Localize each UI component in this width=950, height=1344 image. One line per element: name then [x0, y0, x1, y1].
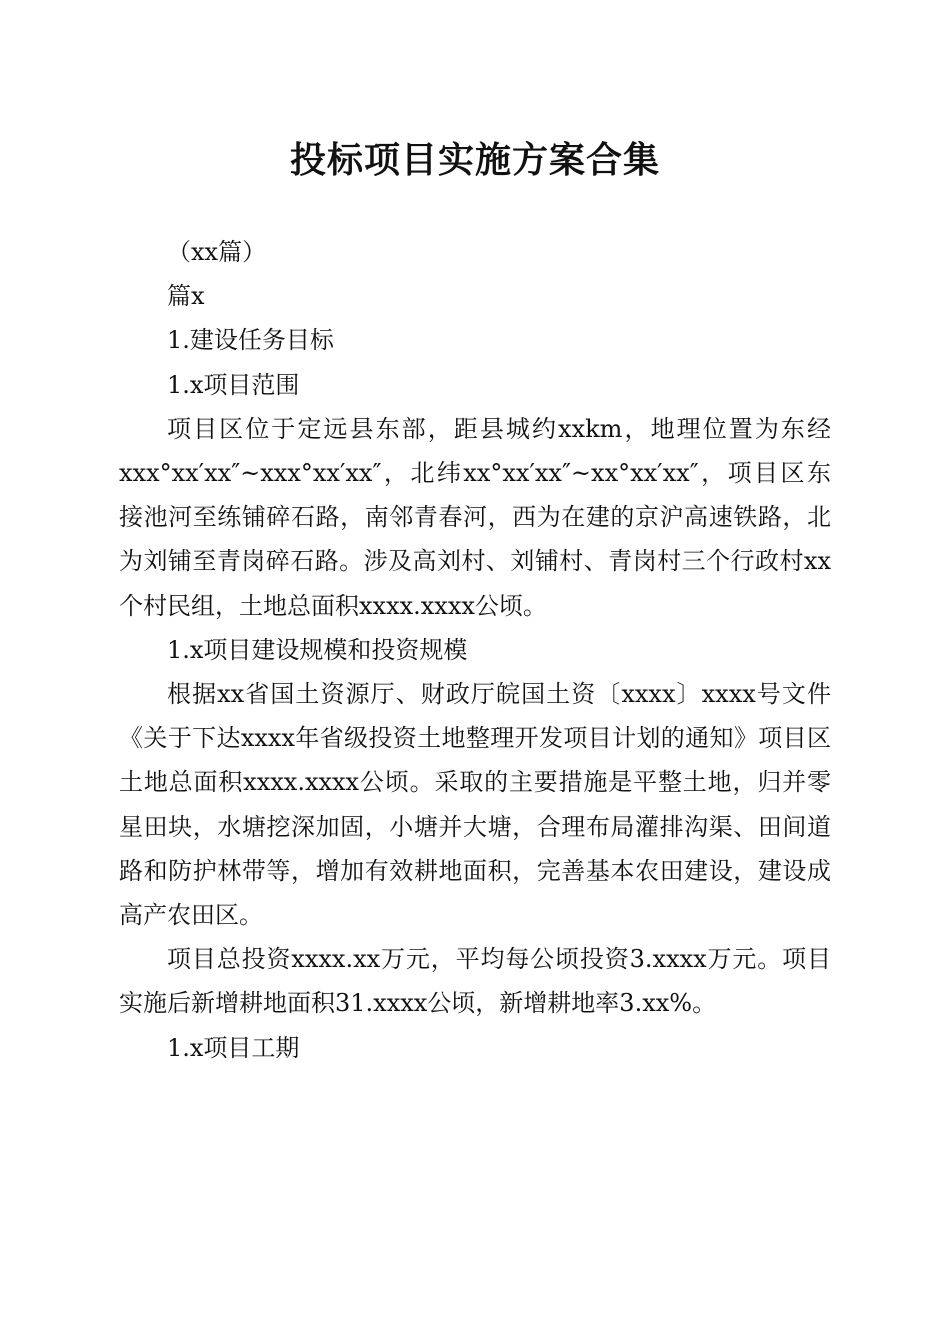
- heading-scale-and-investment: 1.x项目建设规模和投资规模: [167, 635, 468, 664]
- paragraph-project-location: 项目区位于定远县东部，距县城约xxkm，地理位置为东经xxx°xx′xx″~xxx°xx′xx″，北纬xx°xx′xx″~xx°xx′xx″，项目区东接池河至练铺碎石路，南邻青春河，西为在建的京沪高速铁路，北为刘铺至青岗碎石路。涉及高刘村、刘铺村、青岗村三个行政村xx个村民组，土地总面积xxxx.xxxx公顷。: [119, 414, 831, 620]
- document-body: [119, 230, 831, 1070]
- heading-project-schedule: 1.x项目工期: [167, 1033, 300, 1062]
- paragraph-count-note: （xx篇）: [167, 238, 267, 266]
- document-title: 投标项目实施方案合集: [289, 139, 660, 181]
- paragraph-total-investment: 项目总投资xxxx.xx万元，平均每公顷投资3.xxxx万元。项目实施后新增耕地面积31.xxxx公顷，新增耕地率3.xx%。: [119, 945, 831, 1018]
- heading-project-scope: 1.x项目范围: [167, 370, 300, 399]
- heading-construction-goals: 1.建设任务目标: [167, 326, 334, 355]
- paragraph-construction-measures: 根据xx省国土资源厅、财政厅皖国土资〔xxxx〕xxxx号文件《关于下达xxxx年省级投资土地整理开发项目计划的通知》项目区土地总面积xxxx.xxxx公顷。采取的主要措施是平整土地，归并零星田块，水塘挖深加固，小塘并大塘，合理布局灌排沟渠、田间道路和防护林带等，增加有效耕地面积，完善基本农田建设，建设成高产农田区。: [119, 680, 831, 930]
- section-label: 篇x: [167, 282, 205, 311]
